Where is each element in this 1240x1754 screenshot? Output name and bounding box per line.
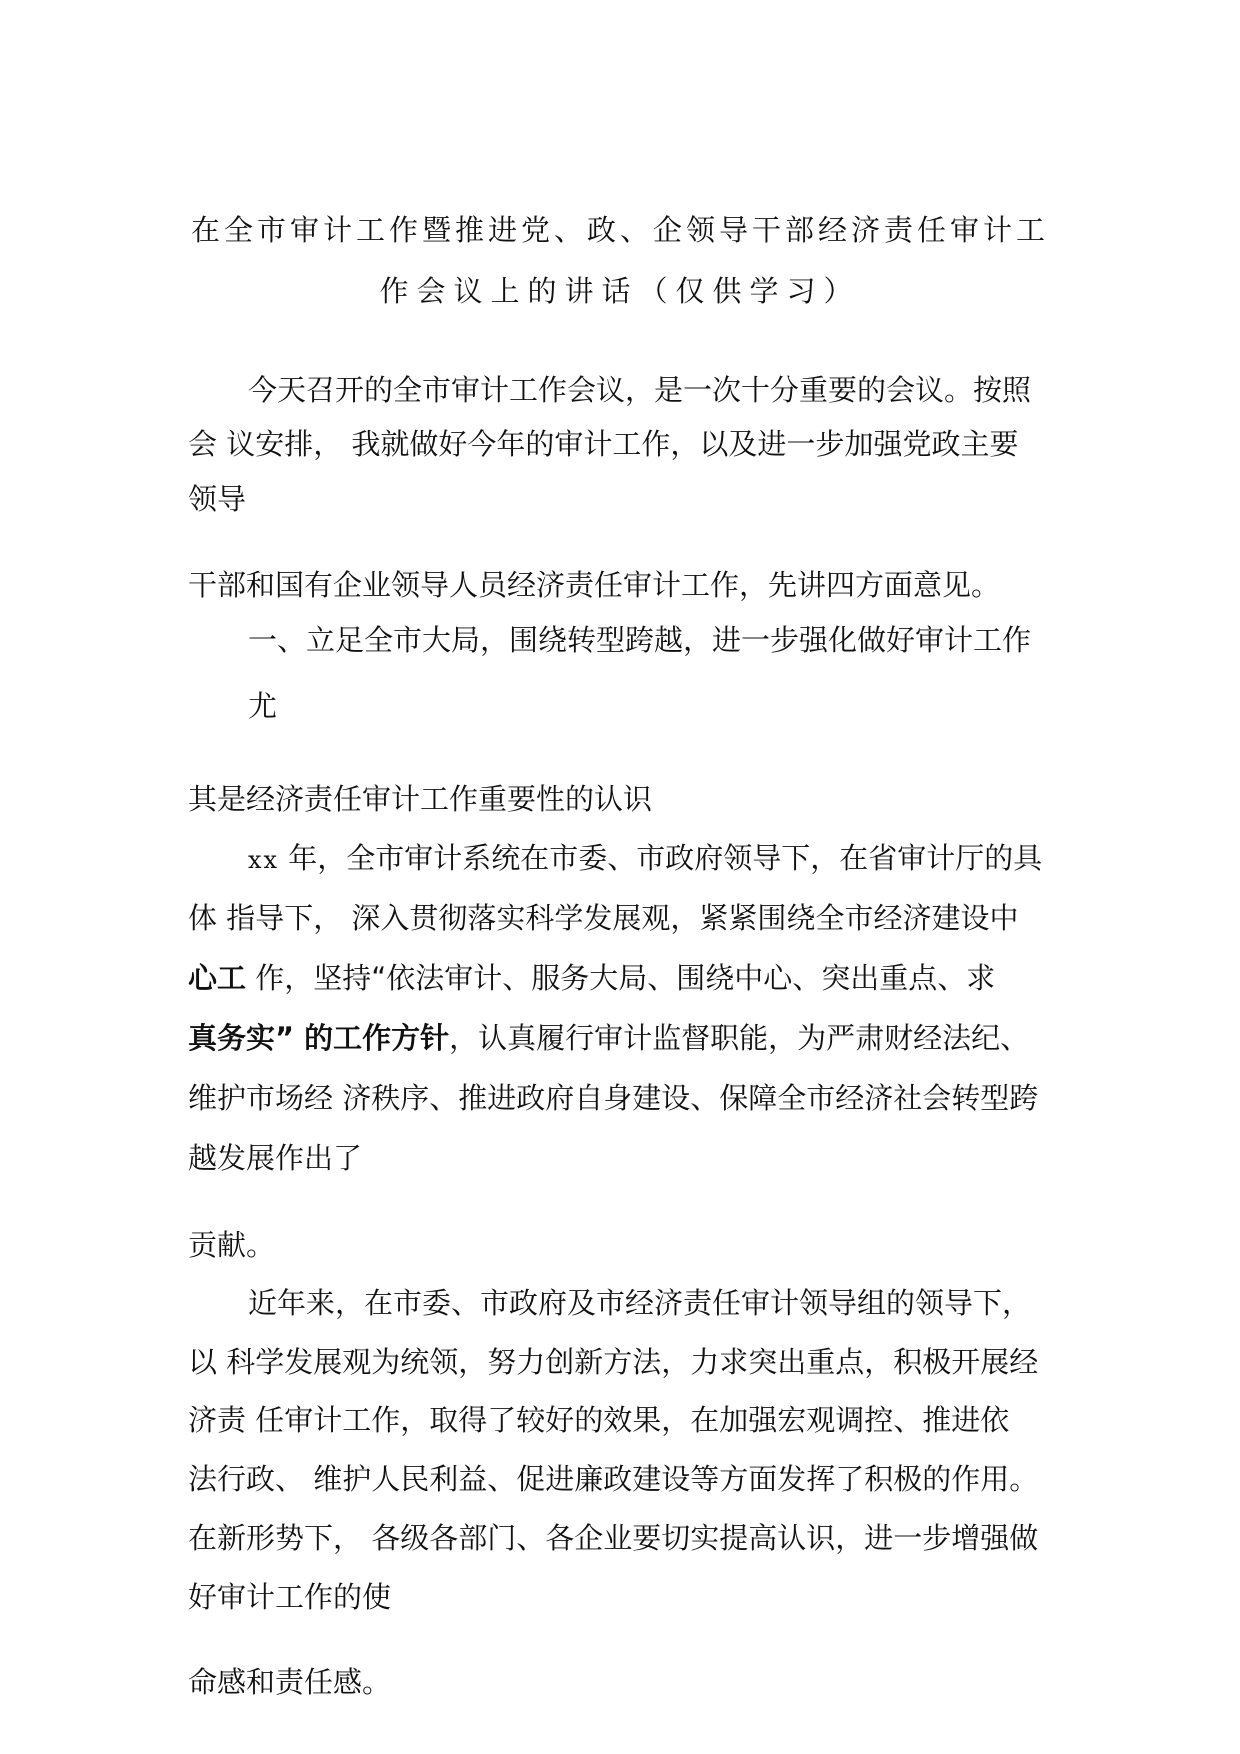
body-line: 尤 [248,689,278,723]
title-line-2: 作会议上的讲话（仅供学习） [379,274,861,308]
body-line: 贡献。 [188,1228,276,1262]
title-line-1: 在全市审计工作暨推进党、政、企领导干部经济责任审计工 [190,213,1049,247]
body-line: 体 指导下， 深入贯彻落实科学发展观，紧紧围绕全市经济建设中 [188,901,1019,935]
body-line: 法行政、 维护人民利益、促进廉政建设等方面发挥了积极的作用。 [188,1462,1039,1496]
document-title [0,200,1240,322]
body-line: 在新形势下， 各级各部门、各企业要切实提高认识，进一步增强做 [188,1521,1039,1555]
bold-text: 心工 [188,961,247,995]
section-heading: 一、立足全市大局，围绕转型跨越，进一步强化做好审计工作 [248,623,1032,657]
body-text: 年，全市审计系统在市委、市政府领导下，在省审计厅的具 [279,841,1043,875]
body-line: 干部和国有企业领导人员经济责任审计工作，先讲四方面意见。 [188,568,1001,602]
body-line [188,958,1088,998]
body-line [248,838,1148,880]
body-line: 济责 任审计工作，取得了较好的效果，在加强宏观调控、推进依 [188,1403,1010,1437]
body-line: 维护市场经 济秩序、推进政府自身建设、保障全市经济社会转型跨 [188,1081,1039,1115]
body-line: 今天召开的全市审计工作会议，是一次十分重要的会议。按照 [248,373,1032,407]
year-placeholder: xx [248,846,280,874]
body-line: 领导 [188,482,247,516]
body-line: 好审计工作的使 [188,1580,392,1614]
body-text: 作，坚持“依法审计、服务大局、围绕中心、突出重点、求 [246,961,996,995]
body-line: 其是经济责任审计工作重要性的认识 [188,782,653,816]
body-text: ，认真履行审计监督职能，为严肃财经法纪、 [449,1021,1030,1055]
body-line: 会 议安排， 我就做好今年的审计工作，以及进一步加强党政主要 [188,427,1019,461]
body-line [188,1018,1088,1058]
body-line: 命感和责任感。 [188,1665,392,1699]
body-line: 近年来，在市委、市政府及市经济责任审计领导组的领导下， [248,1286,1032,1320]
body-line: 越发展作出了 [188,1141,363,1175]
body-line: 以 科学发展观为统领，努力创新方法，力求突出重点，积极开展经 [188,1345,1039,1379]
bold-text: 真务实” 的工作方针 [188,1021,450,1055]
